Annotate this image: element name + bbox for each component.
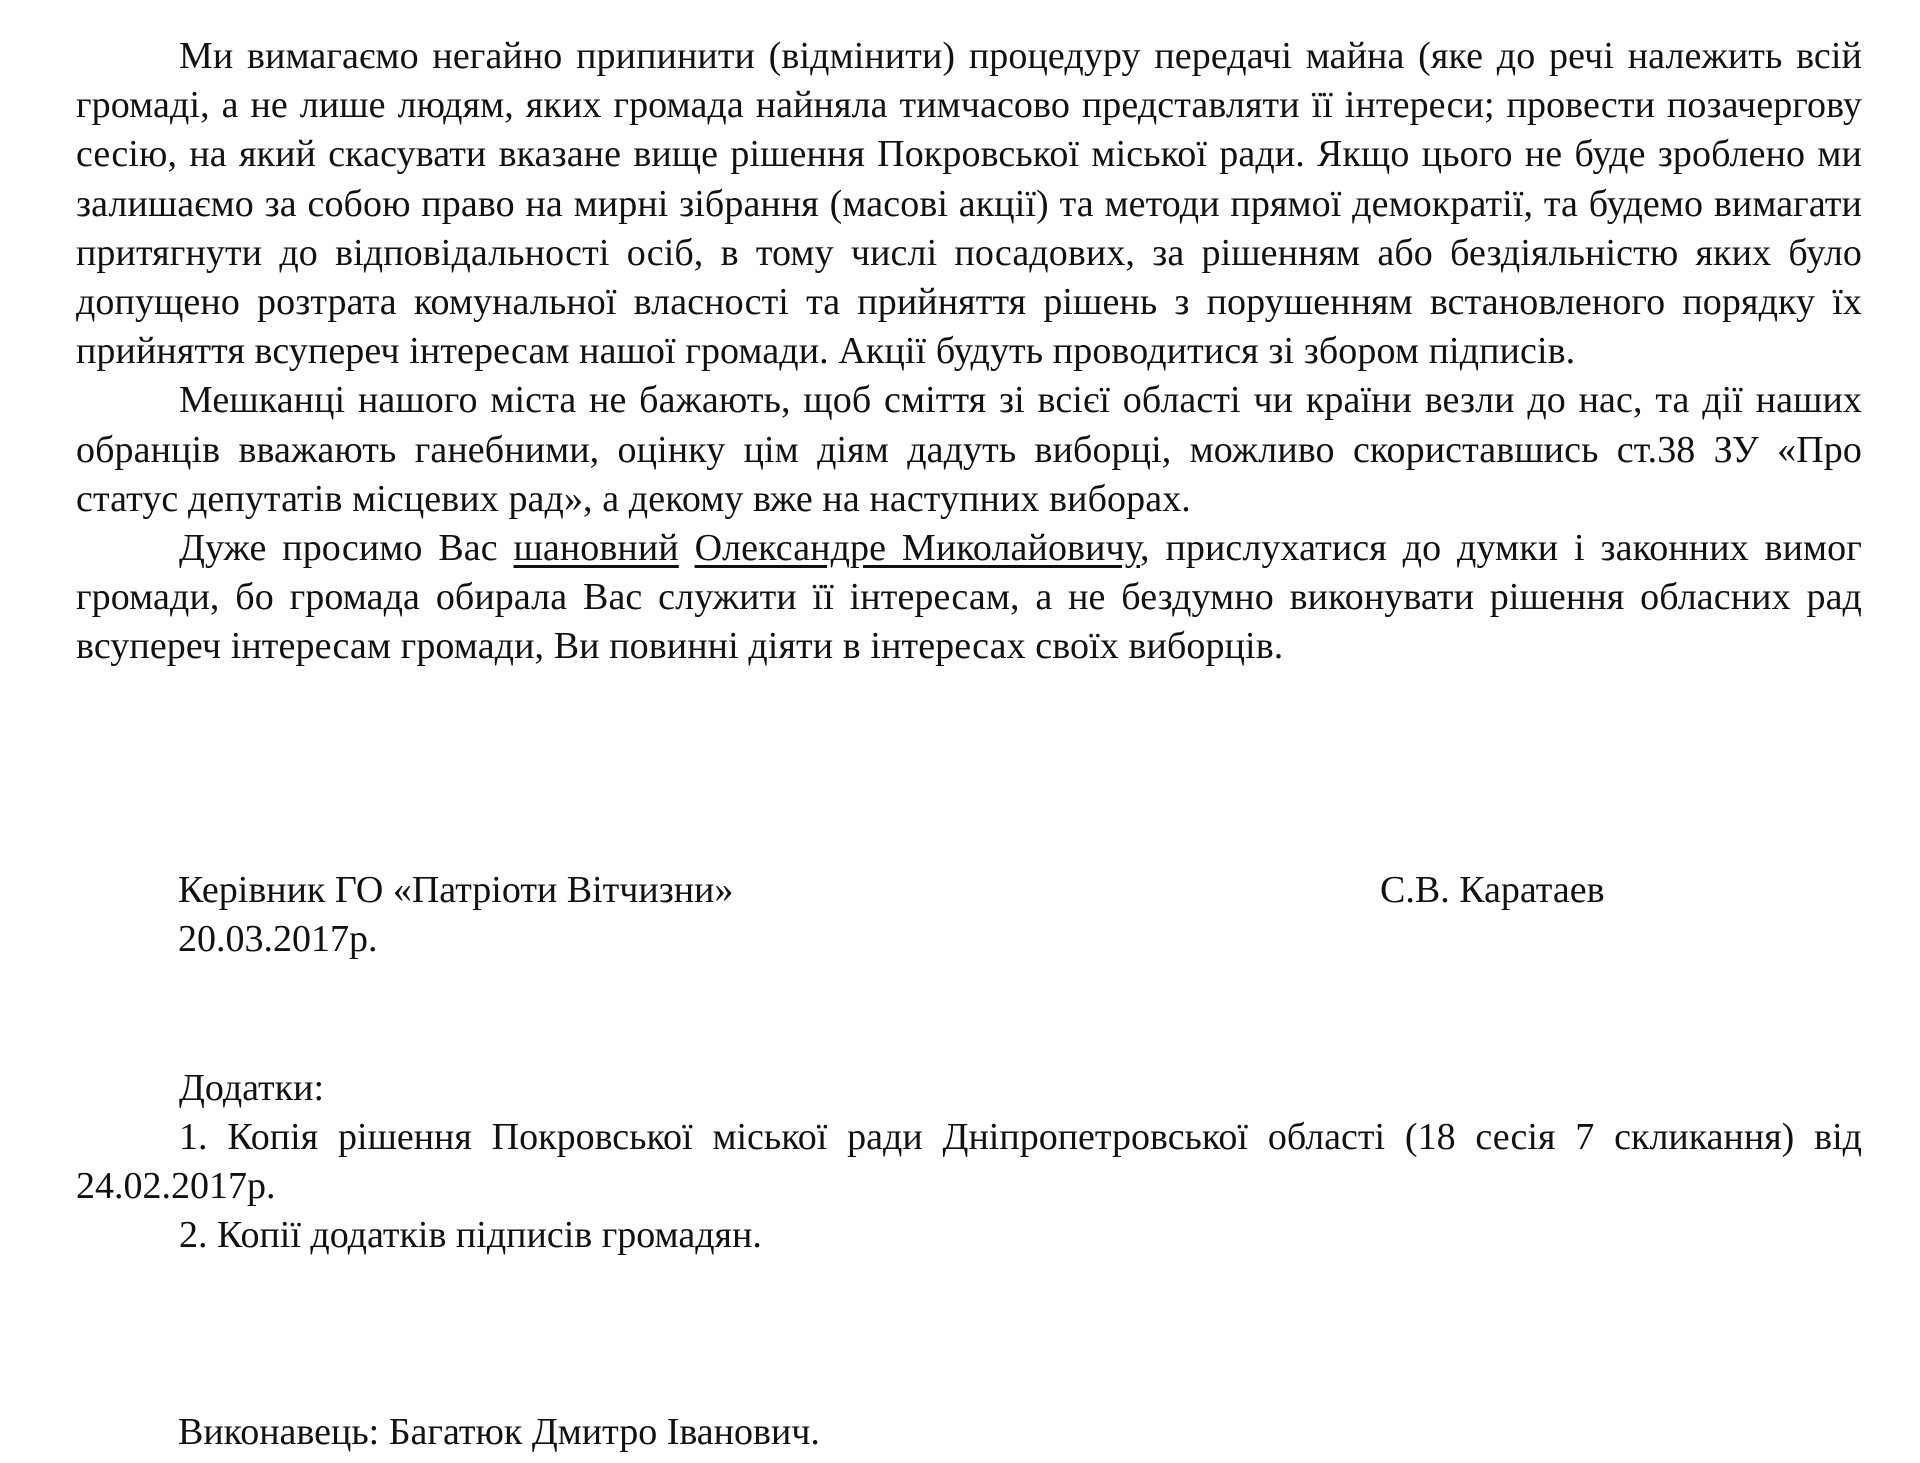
paragraph-request	[76, 524, 1862, 672]
underlined-honorific: шановний	[513, 527, 679, 570]
attachment-item-2: 2. Копії додатків підписів громадян.	[179, 1214, 762, 1256]
underlined-addressee-name: Олександре Миколайовичу	[694, 527, 1141, 570]
attachments-title: Додатки:	[179, 1067, 325, 1109]
request-prefix: Дуже просимо Вас	[179, 527, 514, 570]
space	[679, 527, 695, 569]
signature-position: Керівник ГО «Патріоти Вітчизни»	[178, 869, 734, 911]
attachments-section	[76, 1064, 1862, 1260]
request-suffix: , прислухатися до думки і законних вимог громади, бо громада обирала Вас служити її інтересам, а не бездумно виконувати рішення обласних рад всупереч інтересам громади, Ви повинні діяти в інтересах своїх виборців.	[76, 527, 1862, 668]
executor-line: Виконавець: Багатюк Дмитро Іванович.	[178, 1411, 820, 1453]
letter-body	[76, 32, 1862, 672]
paragraph-residents: Мешканці нашого міста не бажають, щоб сміття зі всієї області чи країни везли до нас, та дії наших обранців вважають ганебними, оцінку цім діям дадуть виборці, можливо скориставшись ст.38 ЗУ «Про статус депутатів місцевих рад», а декому вже на наступних виборах.	[76, 379, 1862, 520]
signature-date: 20.03.2017р.	[178, 918, 378, 960]
attachment-item-1: 1. Копія рішення Покровської міської ради Дніпропетровської області (18 сесія 7 скликання) від 24.02.2017р.	[76, 1116, 1862, 1207]
signature-name: С.В. Каратаев	[1380, 869, 1605, 911]
paragraph-demands: Ми вимагаємо негайно припинити (відмінити) процедуру передачі майна (яке до речі належить всій громаді, а не лише людям, яких громада найняла тимчасово представляти її інтереси; провести позачергову сесію, на який скасувати вказане вище рішення Покровської міської ради. Якщо цього не буде зроблено ми залишаємо за собою право на мирні зібрання (масові акції) та методи прямої демократії, та будемо вимагати притягнути до відповідальності осіб, в тому числі посадових, за рішенням або бездіяльністю яких було допущено розтрата комунальної власності та прийняття рішень з порушенням встановленого порядку їх прийняття всупереч інтересам нашої громади. Акції будуть проводитися зі збором підписів.	[76, 35, 1862, 373]
